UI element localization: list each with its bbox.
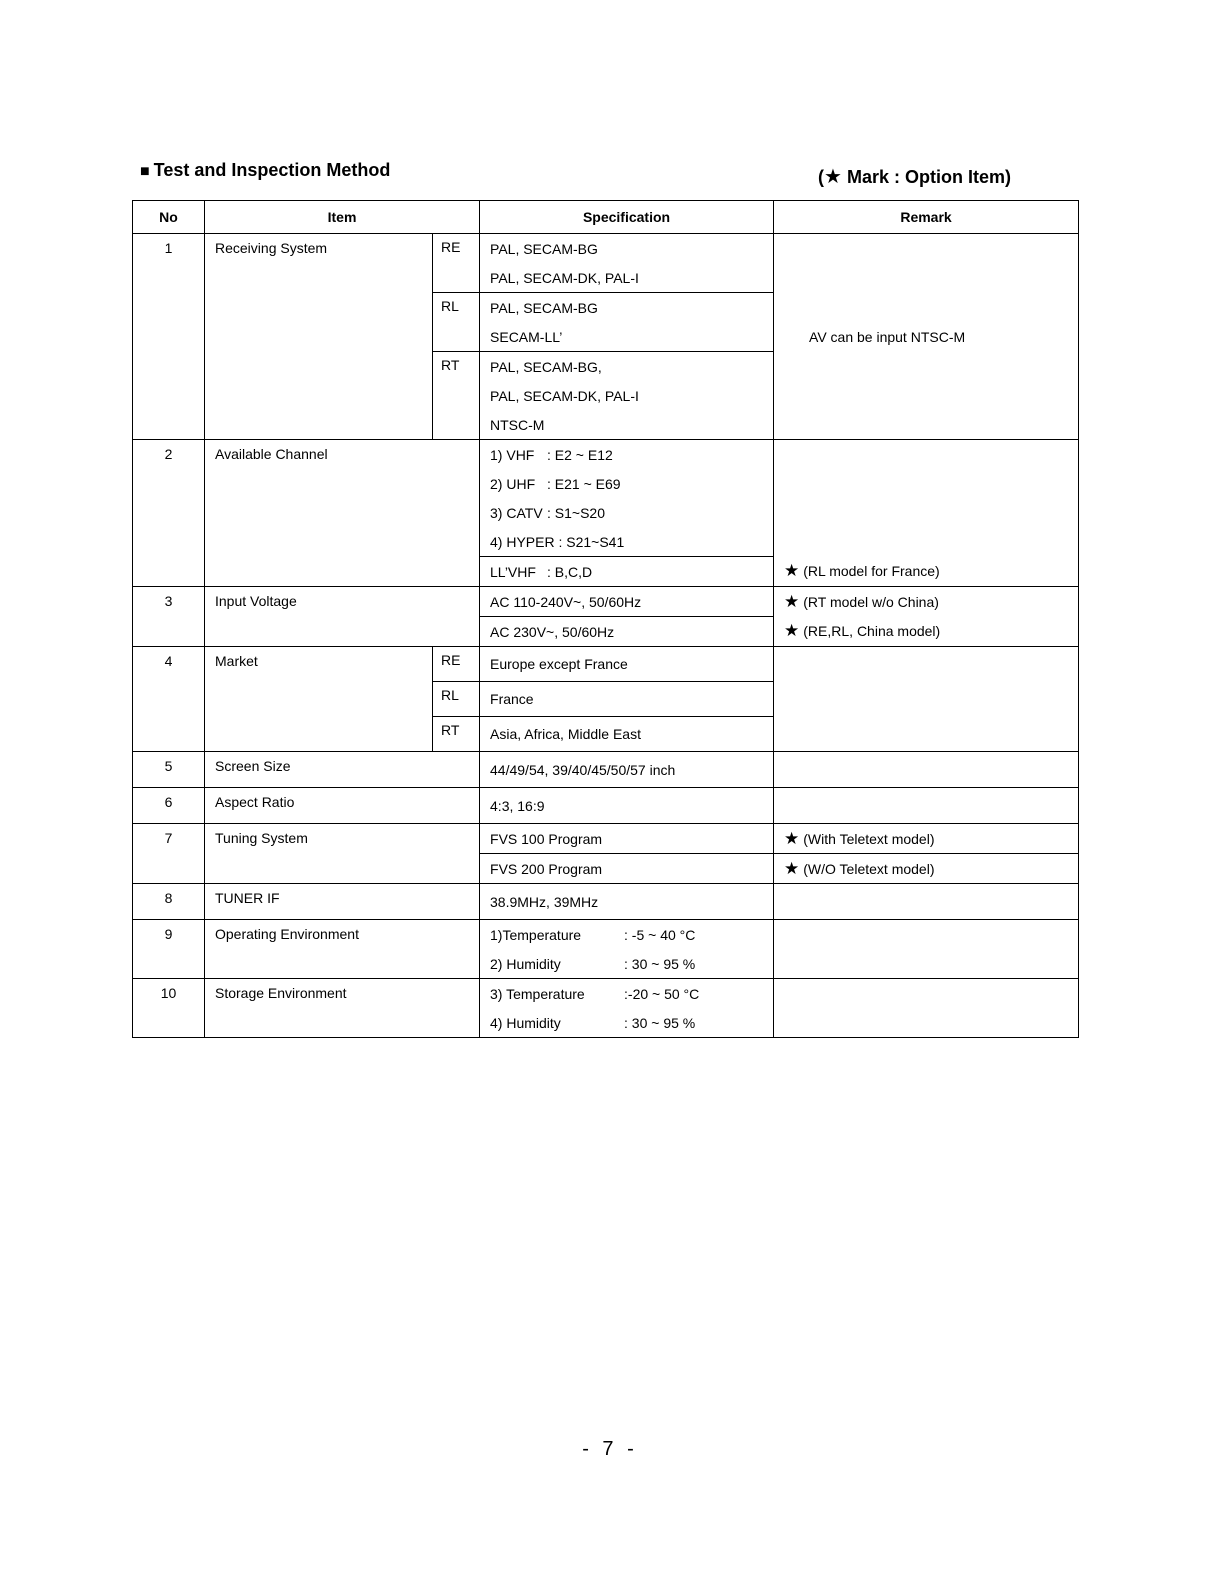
- table-row: 1 Receiving System RE PAL, SECAM-BG AV can be input NTSC-M: [133, 234, 1079, 264]
- table-row: FVS 200 Program ★ (W/O Teletext model): [133, 854, 1079, 884]
- section-heading: [140, 160, 390, 181]
- remark-av: AV can be input NTSC-M: [774, 234, 1079, 440]
- table-row: 7 Tuning System FVS 100 Program ★ (With Teletext model): [133, 824, 1079, 854]
- table-row: PAL, SECAM-DK, PAL-I: [133, 263, 1079, 293]
- header-spec: Specification: [480, 201, 774, 234]
- star-icon: ★: [784, 621, 800, 641]
- table-row: LL’VHF : B,C,D ★ (RL model for France): [133, 557, 1079, 587]
- star-icon: ★: [784, 591, 800, 611]
- table-row: RL PAL, SECAM-BG: [133, 293, 1079, 323]
- header-no: No: [133, 201, 205, 234]
- header-item: Item: [205, 201, 480, 234]
- table-row: 4) Humidity : 30 ~ 95 %: [133, 1008, 1079, 1038]
- table-row: 8 TUNER IF 38.9MHz, 39MHz: [133, 884, 1079, 920]
- table-row: 10 Storage Environment 3) Temperature :-20 ~ 50 °C: [133, 979, 1079, 1009]
- section-title: Test and Inspection Method: [153, 160, 391, 180]
- table-row: PAL, SECAM-DK, PAL-I: [133, 381, 1079, 410]
- square-bullet-icon: ■: [140, 163, 150, 180]
- table-row: 9 Operating Environment 1)Temperature : -5 ~ 40 °C: [133, 920, 1079, 950]
- table-row: NTSC-M: [133, 410, 1079, 440]
- star-icon: ★: [784, 561, 800, 581]
- table-row: RT Asia, Africa, Middle East: [133, 717, 1079, 752]
- table-row: RT PAL, SECAM-BG,: [133, 352, 1079, 382]
- table-row: 5 Screen Size 44/49/54, 39/40/45/50/57 inch: [133, 752, 1079, 788]
- table-row: 4) HYPER : S21~S41: [133, 527, 1079, 557]
- table-row: RL France: [133, 682, 1079, 717]
- page-number: - 7 -: [582, 1438, 638, 1460]
- table-header: [133, 201, 1079, 234]
- star-icon: ★: [784, 858, 800, 878]
- table-row: 2 Available Channel 1) VHF : E2 ~ E12: [133, 440, 1079, 470]
- star-icon: ★: [824, 166, 842, 188]
- table-row: 4 Market RE Europe except France: [133, 647, 1079, 682]
- table-row: 2) UHF : E21 ~ E69: [133, 469, 1079, 498]
- table-row: 3) CATV : S1~S20: [133, 498, 1079, 527]
- table-row: SECAM-LL’: [133, 322, 1079, 352]
- table-row: 2) Humidity : 30 ~ 95 %: [133, 949, 1079, 979]
- option-note: (★ Mark : Option Item): [818, 166, 1011, 188]
- star-icon: ★: [784, 828, 800, 848]
- spec-table: [132, 200, 1079, 1038]
- header-remark: Remark: [774, 201, 1079, 234]
- table-row: 6 Aspect Ratio 4:3, 16:9: [133, 788, 1079, 824]
- table-row: AC 230V~, 50/60Hz ★ (RE,RL, China model): [133, 617, 1079, 647]
- table-row: 3 Input Voltage AC 110-240V~, 50/60Hz ★ (RT model w/o China): [133, 587, 1079, 617]
